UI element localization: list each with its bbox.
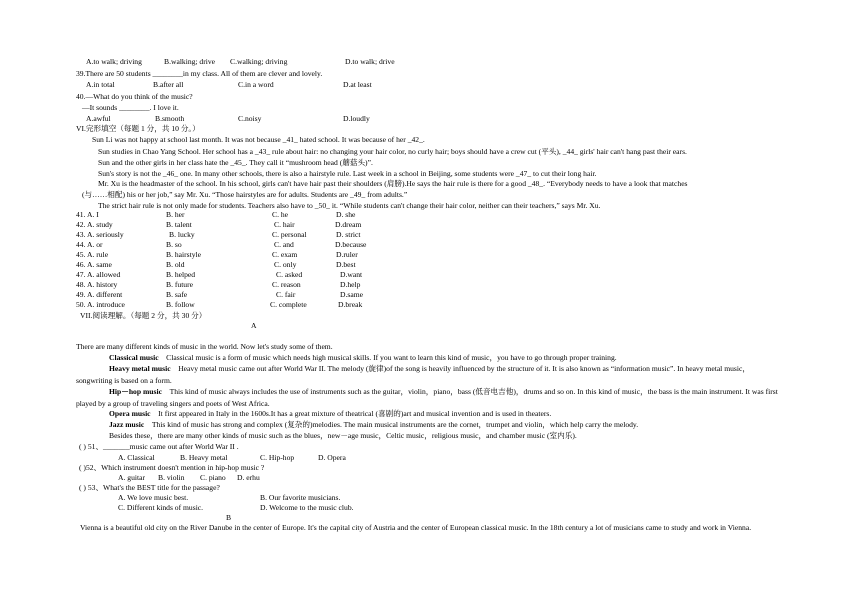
- paragraph-text: This kind of music always includes the use of instruments such as the guitar，violin，piano，bass (低音电吉他)，drums and so on. In this kind of music，the bass is the main instrument. It was first played by a group of traveling singers and poets of West Africa.: [76, 387, 778, 408]
- option-d: D.help: [340, 280, 361, 289]
- option-row: [0, 241, 860, 251]
- option-row: [0, 251, 860, 261]
- paragraph-label: Classical music: [109, 353, 159, 362]
- paragraph-text: It first appeared in Italy in the 1600s.It has a great mixture of theatrical (喜剧的)art and musical invention and is used in theaters.: [158, 409, 552, 418]
- music-paragraph-opera: [109, 410, 551, 418]
- music-paragraph-heavy-metal: [76, 363, 786, 386]
- question-40-reply: —It sounds ________. I love it.: [82, 103, 179, 112]
- option-b: B. follow: [166, 300, 195, 309]
- reading-intro: There are many different kinds of music in the world. Now let's study some of them.: [76, 342, 333, 351]
- option-d: D. erhu: [237, 473, 260, 482]
- option-d: D. Welcome to the music club.: [260, 503, 354, 512]
- question-53: ( ) 53、What's the BEST title for the passage?: [79, 483, 220, 492]
- option-b: B.walking; drive: [164, 57, 216, 66]
- option-a: A.in total: [86, 80, 115, 89]
- option-a: 45. A. rule: [76, 250, 109, 259]
- option-c: C. Hip-hop: [260, 453, 295, 462]
- option-a: 42. A. study: [76, 220, 113, 229]
- option-b: B. Heavy metal: [180, 453, 228, 462]
- cloze-paragraph: Sun studies in Chao Yang School. Her school has a _43_ rule about hair: no changing your hair color, no curly hair; boys should have a crew cut (平头), _44_ girls' hair can't hang past their ears.: [98, 147, 687, 156]
- q38-options: [0, 58, 860, 68]
- cloze-paragraph: Mr. Xu is the headmaster of the school. In his school, girls can't have hair past their shoulders (肩膀).He says the hair rule is there for a good _48_. “Everybody needs to have a look that matches: [98, 179, 688, 188]
- option-c: C. piano: [200, 473, 226, 482]
- option-d: D. strict: [336, 230, 361, 239]
- q39-options: [0, 81, 860, 91]
- option-b: B. future: [166, 280, 193, 289]
- music-paragraph-besides: Besides these，there are many other kinds of music such as the blues，new－age music，Celtic music，religious music，and chamber music (室内乐).: [109, 431, 577, 440]
- q53-options-row2: [0, 504, 860, 514]
- cloze-paragraph: Sun's story is not the _46_ one. In many other schools, there is also a hairstyle rule. Last week in a school in Beijing, some students were _47_ to cut their long hair.: [98, 169, 597, 178]
- option-b: B.smooth: [155, 114, 185, 123]
- option-d: D.want: [340, 270, 363, 279]
- option-d: D. Opera: [318, 453, 346, 462]
- option-d: D.to walk; drive: [345, 57, 395, 66]
- option-d: D.best: [336, 260, 356, 269]
- option-c: C. he: [272, 210, 289, 219]
- option-d: D.ruler: [336, 250, 358, 259]
- paragraph-text: This kind of music has strong and complex (复杂的)melodies. The main musical instruments are the cornet，trumpet and violin，which help carry the melody.: [151, 420, 639, 429]
- option-d: D.at least: [343, 80, 372, 89]
- cloze-paragraph: Sun Li was not happy at school last month. It was not because _41_ hated school. It was because of her _42_.: [92, 135, 425, 144]
- option-b: B. safe: [166, 290, 188, 299]
- option-c: C.walking; driving: [230, 57, 288, 66]
- option-a: 50. A. introduce: [76, 300, 125, 309]
- question-52: ( )52、Which instrument doesn't mention in hip-hop music ?: [79, 463, 265, 472]
- cloze-paragraph: The strict hair rule is not only made for students. Teachers also have to _50_ it. “While students can't change their hair color, neither can their teachers,” says Mr. Xu.: [98, 201, 601, 210]
- paragraph-label: Heavy metal music: [109, 364, 171, 373]
- option-a: 44. A. or: [76, 240, 103, 249]
- paragraph-label: Opera music: [109, 409, 151, 418]
- option-c: C. reason: [272, 280, 301, 289]
- music-paragraph-hip-hop: [76, 386, 786, 409]
- option-c: C. fair: [276, 290, 296, 299]
- section-a-label: A: [251, 321, 257, 330]
- option-a: 46. A. same: [76, 260, 112, 269]
- cloze-options: [0, 211, 860, 311]
- music-paragraph-classical: [109, 354, 617, 362]
- option-a: 43. A. seriously: [76, 230, 124, 239]
- option-d: D. she: [336, 210, 356, 219]
- option-row: [0, 211, 860, 221]
- option-c: C. asked: [276, 270, 303, 279]
- option-c: C. and: [274, 240, 294, 249]
- option-c: C. hair: [274, 220, 295, 229]
- option-c: C. only: [274, 260, 297, 269]
- option-a: A. Classical: [118, 453, 155, 462]
- option-c: C. complete: [270, 300, 307, 309]
- option-c: C. personal: [272, 230, 307, 239]
- option-row: [0, 271, 860, 281]
- option-d: D.because: [335, 240, 367, 249]
- option-b: B. old: [166, 260, 185, 269]
- option-c: C. Different kinds of music.: [118, 503, 204, 512]
- reading-heading: VII.阅读理解。（每题 2 分，共 30 分）: [80, 311, 207, 320]
- option-a: A.to walk; driving: [86, 57, 142, 66]
- vienna-paragraph: Vienna is a beautiful old city on the River Danube in the center of Europe. It's the capital city of Austria and the center of European classical music. In the 18th century a lot of musicians came to study and work in Vienna.: [80, 523, 752, 532]
- option-b: B. her: [166, 210, 185, 219]
- option-c: C.in a word: [238, 80, 274, 89]
- question-51: ( ) 51、_______music came out after World War II .: [79, 442, 239, 451]
- cloze-paragraph: (与……相配) his or her job,” say Mr. Xu. “Those hairstyles are for adults. Students are _49_ from adults.”: [82, 190, 408, 199]
- paragraph-text: Heavy metal music came out after World War II. The melody (旋律)of the song is heavily influenced by the structure of it. It is also known as “information music”. In heavy metal music，songwriting is based on a form.: [76, 364, 750, 385]
- music-paragraph-jazz: [109, 421, 638, 429]
- option-row: [0, 291, 860, 301]
- option-b: B. Our favorite musicians.: [260, 493, 341, 502]
- option-a: 41. A. I: [76, 210, 99, 219]
- paragraph-label: Hip－hop music: [109, 387, 162, 396]
- option-b: B.after all: [153, 80, 184, 89]
- option-d: D.dream: [335, 220, 362, 229]
- cloze-heading: VI.完形填空（每题 1 分，共 10 分。）: [76, 124, 200, 133]
- option-b: B. helped: [166, 270, 196, 279]
- section-b-label: B: [226, 513, 232, 522]
- option-c: C.noisy: [238, 114, 262, 123]
- option-b: B. hairstyle: [166, 250, 202, 259]
- option-row: [0, 231, 860, 241]
- paragraph-label: Jazz music: [109, 420, 145, 429]
- option-a: 48. A. history: [76, 280, 118, 289]
- option-b: B. so: [166, 240, 182, 249]
- option-d: D.loudly: [343, 114, 370, 123]
- paragraph-text: Classical music is a form of music which needs high musical skills. If you want to learn this kind of music，you have to go through proper training.: [166, 353, 617, 362]
- question-39: 39.There are 50 students ________in my class. All of them are clever and lovely.: [76, 69, 323, 78]
- option-d: D.same: [340, 290, 363, 299]
- question-40: 40.—What do you think of the music?: [76, 92, 193, 101]
- option-row: [0, 301, 860, 311]
- option-row: [0, 221, 860, 231]
- option-a: A.awful: [86, 114, 111, 123]
- option-a: 47. A. allowed: [76, 270, 121, 279]
- option-a: 49. A. different: [76, 290, 123, 299]
- option-b: B. lucky: [169, 230, 195, 239]
- option-a: A. We love music best.: [118, 493, 189, 502]
- option-a: A. guitar: [118, 473, 145, 482]
- option-c: C. exam: [272, 250, 298, 259]
- option-row: [0, 261, 860, 271]
- cloze-paragraph: Sun and the other girls in her class hate the _45_. They call it “mushroom head (蘑菇头)”.: [98, 158, 373, 167]
- option-row: [0, 281, 860, 291]
- option-d: D.break: [338, 300, 363, 309]
- option-b: B. violin: [158, 473, 185, 482]
- option-b: B. talent: [166, 220, 192, 229]
